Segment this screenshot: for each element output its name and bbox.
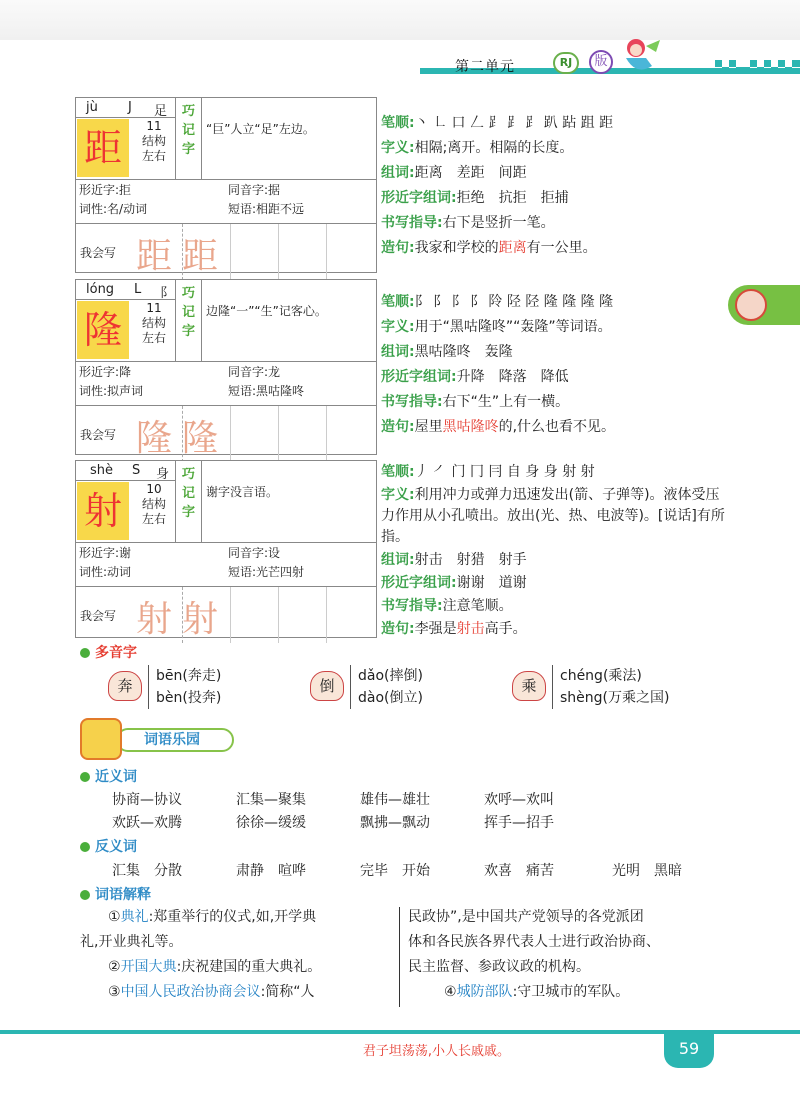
ciyu-title: 词语乐园 — [116, 728, 234, 752]
meaning: 用于“黑咕隆咚”“轰隆”等词语。 — [414, 319, 612, 335]
checker-pattern — [715, 60, 800, 74]
polyphone-title: 多音字 — [80, 642, 137, 662]
writing-practice — [76, 406, 376, 462]
ciyu-banner — [80, 718, 240, 758]
bullet-icon — [80, 772, 90, 782]
similar-words: 升降 降落 降低 — [456, 369, 569, 385]
writing-guide: 右下“生”上有一横。 — [442, 394, 570, 410]
memory-hint: 边隆“一”“生”记客心。 — [202, 280, 377, 362]
structure-value: 左右 — [141, 512, 166, 526]
explain-title: 词语解释 — [80, 884, 151, 904]
info-panel-ju: 笔顺:丶 ㇗ 口 𠃋 ⻊ ⻊ ⻊ 趴 跕 跙 距 字义:相隔;离开。相隔的长度。 组词:距离 差距 间距 形近字组词:拒绝 抗拒 拒捕 书写指导:右下是竖折一笔。 造句:我家和学校的距离有一公里。 — [381, 115, 614, 256]
stroke-order: 丿 ㇒ 门 冂 冃 自 身 身 射 射 — [414, 464, 595, 480]
part-of-speech: 词性:动词 — [79, 565, 132, 579]
sentence-highlight: 黑咕隆咚 — [442, 419, 499, 435]
qiaoji-label: 巧记字 — [176, 280, 202, 362]
stroke-count: 11 — [146, 119, 162, 133]
phrase: 短语:黑咕隆咚 — [228, 384, 305, 398]
similar-char: 形近字:谢 — [79, 546, 132, 560]
edition-label: 版 — [589, 50, 613, 74]
sentence-highlight: 射击 — [456, 621, 485, 637]
pinyin: shè — [90, 463, 114, 478]
structure-label: 结构 — [141, 316, 166, 330]
similar-words: 拒绝 抗拒 拒捕 — [456, 190, 569, 206]
trace-char: 射 — [136, 599, 173, 640]
synonym-pair: 飘拂—飘动 — [360, 815, 430, 831]
memory-hint: 谢字没言语。 — [202, 461, 377, 543]
big-character: 隆 — [77, 301, 129, 359]
stroke-order: ⻖ ⻖ 阝 阝 阾 陉 陉 隆 隆 隆 隆 — [414, 294, 614, 310]
bullet-icon — [80, 842, 90, 852]
shell-icon: 乘 — [512, 671, 546, 701]
radical: 阝 — [160, 286, 174, 301]
similar-char: 形近字:降 — [79, 365, 132, 379]
term: 典礼 — [120, 909, 149, 925]
radical: 身 — [156, 467, 170, 482]
antonym-pair: 完毕 开始 — [360, 863, 430, 879]
structure-label: 结构 — [141, 134, 166, 148]
initial-letter: J — [128, 100, 132, 115]
antonym-pair: 欢喜 痛苦 — [484, 863, 554, 879]
polyphone-item: 倒 dǎo(摔倒) dào(倒立) — [310, 665, 470, 710]
phrase: 短语:光芒四射 — [228, 565, 305, 579]
part-of-speech: 词性:拟声词 — [79, 384, 144, 398]
synonym-pair: 协商—协议 — [112, 792, 182, 808]
trace-char: 距 — [182, 236, 219, 277]
fairy-icon — [616, 36, 662, 76]
word-group: 射击 射猎 射手 — [414, 552, 527, 568]
word-group: 距离 差距 间距 — [414, 165, 527, 181]
qiaoji-label: 巧记字 — [176, 461, 202, 543]
antonyms-title: 反义词 — [80, 836, 137, 856]
stroke-count: 10 — [146, 482, 162, 496]
char-card-she — [75, 460, 377, 638]
synonyms-title: 近义词 — [80, 766, 137, 786]
sentence-highlight: 距离 — [498, 240, 527, 256]
info-panel-long: 笔顺:⻖ ⻖ 阝 阝 阾 陉 陉 隆 隆 隆 隆 字义:用于“黑咕隆咚”“轰隆”等词语。 组词:黑咕隆咚 轰隆 形近字组词:升降 降落 降低 书写指导:右下“生”上有一横。 造句:屋里黑咕隆咚的,什么也看不见。 — [381, 294, 616, 435]
homophone: 同音字:龙 — [228, 365, 281, 379]
structure-value: 左右 — [141, 331, 166, 345]
writing-practice — [76, 224, 376, 280]
write-label: 我会写 — [80, 428, 117, 442]
polyphone-item: 乘 chéng(乘法) shèng(万乘之国) — [512, 665, 712, 710]
motto: 君子坦荡荡,小人长戚戚。 — [362, 1044, 510, 1059]
synonym-pair: 欢呼—欢叫 — [484, 792, 554, 808]
writing-guide: 注意笔顺。 — [442, 598, 513, 614]
write-label: 我会写 — [80, 609, 117, 623]
shell-icon: 倒 — [310, 671, 344, 701]
homophone: 同音字:据 — [228, 183, 281, 197]
write-label: 我会写 — [80, 246, 117, 260]
term: 中国人民政治协商会议 — [120, 984, 261, 1000]
pinyin: jù — [86, 100, 98, 115]
trace-char: 射 — [182, 599, 219, 640]
writing-practice — [76, 587, 376, 643]
part-of-speech: 词性:名/动词 — [79, 202, 148, 216]
stroke-count: 11 — [146, 301, 162, 315]
polyphone-item: 奔 bēn(奔走) bèn(投奔) — [108, 665, 268, 710]
edition-badge: RJ — [553, 52, 579, 74]
similar-words: 谢谢 道谢 — [456, 575, 527, 591]
trace-char: 距 — [136, 236, 173, 277]
term: 开国大典 — [120, 959, 177, 975]
synonym-pair: 汇集—聚集 — [236, 792, 306, 808]
qiaoji-label: 巧记字 — [176, 98, 202, 180]
radical: 足 — [154, 104, 168, 119]
shell-icon: 奔 — [108, 671, 142, 701]
char-card-long — [75, 279, 377, 459]
structure-value: 左右 — [141, 149, 166, 163]
meaning: 利用冲力或弹力迅速发出(箭、子弹等)。液体受压力作用从小孔喷出。放出(光、热、电波等)。[说话]有所指。 — [381, 487, 725, 545]
unit-title: 第二单元 — [455, 59, 515, 75]
big-character: 距 — [77, 119, 129, 177]
stroke-order: 丶 ㇗ 口 𠃋 ⻊ ⻊ ⻊ 趴 跕 跙 距 — [414, 115, 614, 131]
pinyin: lóng — [86, 282, 115, 297]
writing-guide: 右下是竖折一笔。 — [442, 215, 555, 231]
synonym-pair: 欢跃—欢腾 — [112, 815, 182, 831]
trace-char: 隆 — [182, 418, 219, 459]
bullet-icon — [80, 890, 90, 900]
homophone: 同音字:设 — [228, 546, 281, 560]
trace-char: 隆 — [136, 418, 173, 459]
similar-char: 形近字:拒 — [79, 183, 132, 197]
book-mascot-icon — [80, 718, 122, 760]
explain-right: 民政协”,是中国共产党领导的各党派团 体和各民族各界代表人士进行政治协商、 民主监督、参政议政的机构。 ④城防部队:守卫城市的军队。 — [408, 909, 660, 1000]
synonym-pair: 雄伟—雄壮 — [360, 792, 430, 808]
page-number: 59 — [664, 1030, 714, 1068]
column-divider — [399, 907, 400, 1007]
antonym-pair: 光明 黑暗 — [612, 863, 682, 879]
initial-letter: L — [134, 282, 142, 297]
phrase: 短语:相距不远 — [228, 202, 305, 216]
antonym-pair: 肃静 喧哗 — [236, 863, 306, 879]
explain-left: ①典礼:郑重举行的仪式,如,开学典 礼,开业典礼等。 ②开国大典:庆祝建国的重大典礼。 ③中国人民政治协商会议:简称“人 — [80, 909, 322, 1000]
synonym-pair: 挥手—招手 — [484, 815, 554, 831]
header-band — [0, 0, 800, 40]
initial-letter: S — [132, 463, 141, 478]
mascot-face-icon — [735, 289, 767, 321]
antonym-pair: 汇集 分散 — [112, 863, 182, 879]
synonym-pair: 徐徐—缓缓 — [236, 815, 306, 831]
word-group: 黑咕隆咚 轰隆 — [414, 344, 513, 360]
big-character: 射 — [77, 482, 129, 540]
info-panel-she: 笔顺:丿 ㇒ 门 冂 冃 自 身 身 射 射 字义:利用冲力或弹力迅速发出(箭、子弹等)。液体受压力作用从小孔喷出。放出(光、热、电波等)。[说话]有所指。 组词:射击 射猎 射手 形近字组词:谢谢 道谢 书写指导:注意笔顺。 造句:李强是射击高手。 — [381, 464, 725, 637]
memory-hint: “巨”人立“足”左边。 — [202, 98, 377, 180]
term: 城防部队 — [456, 984, 513, 1000]
bullet-icon — [80, 648, 90, 658]
meaning: 相隔;离开。相隔的长度。 — [414, 140, 574, 156]
structure-label: 结构 — [141, 497, 166, 511]
char-cell — [76, 98, 176, 180]
char-card-ju — [75, 97, 377, 277]
